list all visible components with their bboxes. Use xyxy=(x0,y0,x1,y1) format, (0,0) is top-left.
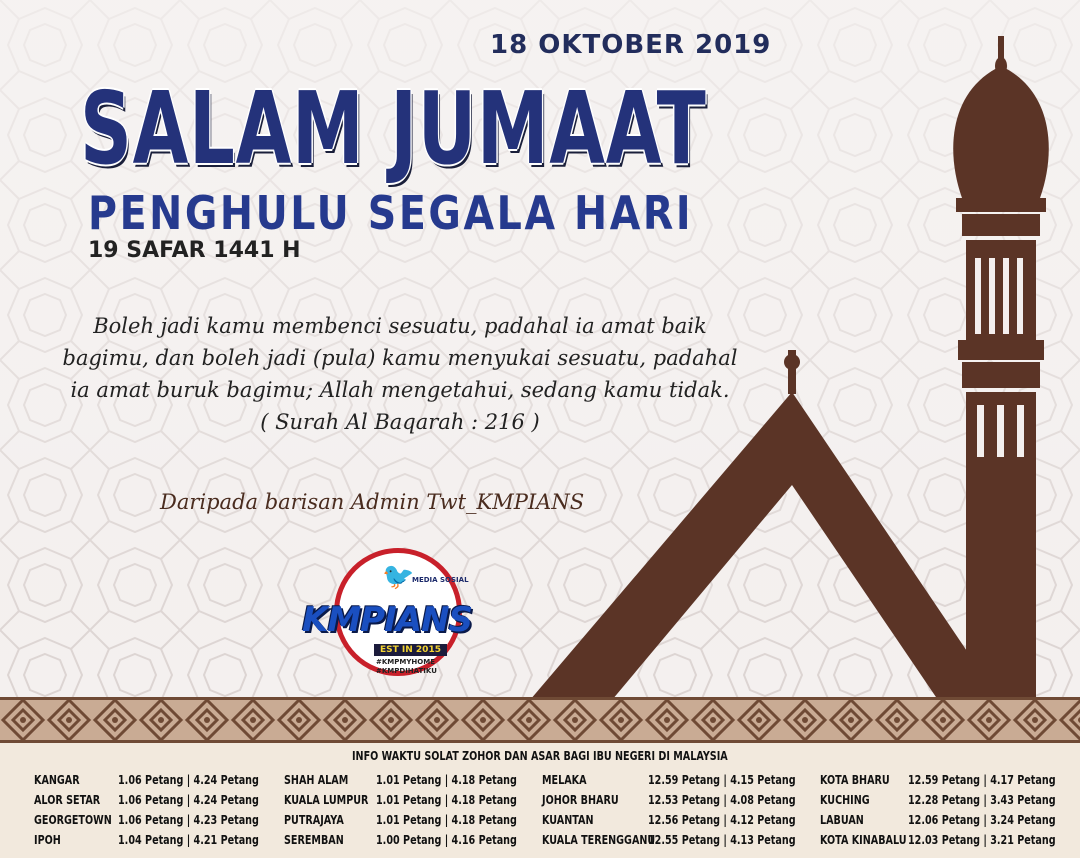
quote-line: ia amat buruk bagimu; Allah mengetahui, sedang kamu tidak. xyxy=(70,378,730,402)
city-name: KUANTAN xyxy=(542,813,594,827)
city-name: KOTA KINABALU xyxy=(820,833,907,847)
prayer-times-table xyxy=(0,743,1080,858)
city-name: KOTA BHARU xyxy=(820,773,890,787)
prayer-time: 12.53 Petang | 4.08 Petang xyxy=(648,793,796,807)
logo-hashtag-1: #KMPMYHOME xyxy=(376,658,435,666)
prayer-time: 12.56 Petang | 4.12 Petang xyxy=(648,813,796,827)
prayer-time: 1.06 Petang | 4.23 Petang xyxy=(118,813,259,827)
gregorian-date: 18 OKTOBER 2019 xyxy=(490,30,772,60)
city-name: GEORGETOWN xyxy=(34,813,112,827)
logo-wordmark: KMPIANS xyxy=(302,600,473,640)
admin-note: Daripada barisan Admin Twt_KMPIANS xyxy=(160,490,585,514)
page-title: SALAM JUMAAT xyxy=(80,70,707,187)
prayer-time: 12.03 Petang | 3.21 Petang xyxy=(908,833,1056,847)
ornamental-border xyxy=(0,697,1080,743)
city-name: KUALA LUMPUR xyxy=(284,793,369,807)
prayer-time: 12.06 Petang | 3.24 Petang xyxy=(908,813,1056,827)
logo-small-text: MEDIA SOSIAL xyxy=(412,576,469,584)
city-name: LABUAN xyxy=(820,813,864,827)
city-name: KUCHING xyxy=(820,793,870,807)
hijri-date: 19 SAFAR 1441 H xyxy=(88,238,301,263)
prayer-time: 1.01 Petang | 4.18 Petang xyxy=(376,773,517,787)
city-name: SEREMBAN xyxy=(284,833,344,847)
prayer-time: 1.01 Petang | 4.18 Petang xyxy=(376,793,517,807)
city-name: MELAKA xyxy=(542,773,587,787)
prayer-time: 1.00 Petang | 4.16 Petang xyxy=(376,833,517,847)
logo-est-text: EST IN 2015 xyxy=(374,644,447,656)
city-name: ALOR SETAR xyxy=(34,793,101,807)
twitter-bird-icon: 🐦 xyxy=(382,562,415,592)
prayer-time: 1.06 Petang | 4.24 Petang xyxy=(118,793,259,807)
prayer-times-title: INFO WAKTU SOLAT ZOHOR DAN ASAR BAGI IBU NEGERI DI MALAYSIA xyxy=(352,749,728,763)
quote-line: Boleh jadi kamu membenci sesuatu, padahal ia amat baik xyxy=(93,314,707,338)
city-name: JOHOR BHARU xyxy=(542,793,619,807)
city-name: KANGAR xyxy=(34,773,80,787)
page-subtitle: PENGHULU SEGALA HARI xyxy=(88,186,694,240)
quote-block xyxy=(40,310,760,438)
city-name: IPOH xyxy=(34,833,61,847)
city-name: KUALA TERENGGANU xyxy=(542,833,656,847)
city-name: SHAH ALAM xyxy=(284,773,349,787)
prayer-time: 1.06 Petang | 4.24 Petang xyxy=(118,773,259,787)
city-name: PUTRAJAYA xyxy=(284,813,344,827)
prayer-time: 1.04 Petang | 4.21 Petang xyxy=(118,833,259,847)
prayer-time: 12.59 Petang | 4.15 Petang xyxy=(648,773,796,787)
quote-reference: ( Surah Al Baqarah : 216 ) xyxy=(260,410,540,434)
prayer-time: 12.55 Petang | 4.13 Petang xyxy=(648,833,796,847)
prayer-time: 1.01 Petang | 4.18 Petang xyxy=(376,813,517,827)
prayer-time: 12.59 Petang | 4.17 Petang xyxy=(908,773,1056,787)
quote-line: bagimu, dan boleh jadi (pula) kamu menyukai sesuatu, padahal xyxy=(62,346,738,370)
prayer-time: 12.28 Petang | 3.43 Petang xyxy=(908,793,1056,807)
kmpians-logo xyxy=(300,548,486,688)
logo-hashtag-2: #KMPDIHATIKU xyxy=(376,667,437,675)
minaret-shape xyxy=(953,36,1049,700)
